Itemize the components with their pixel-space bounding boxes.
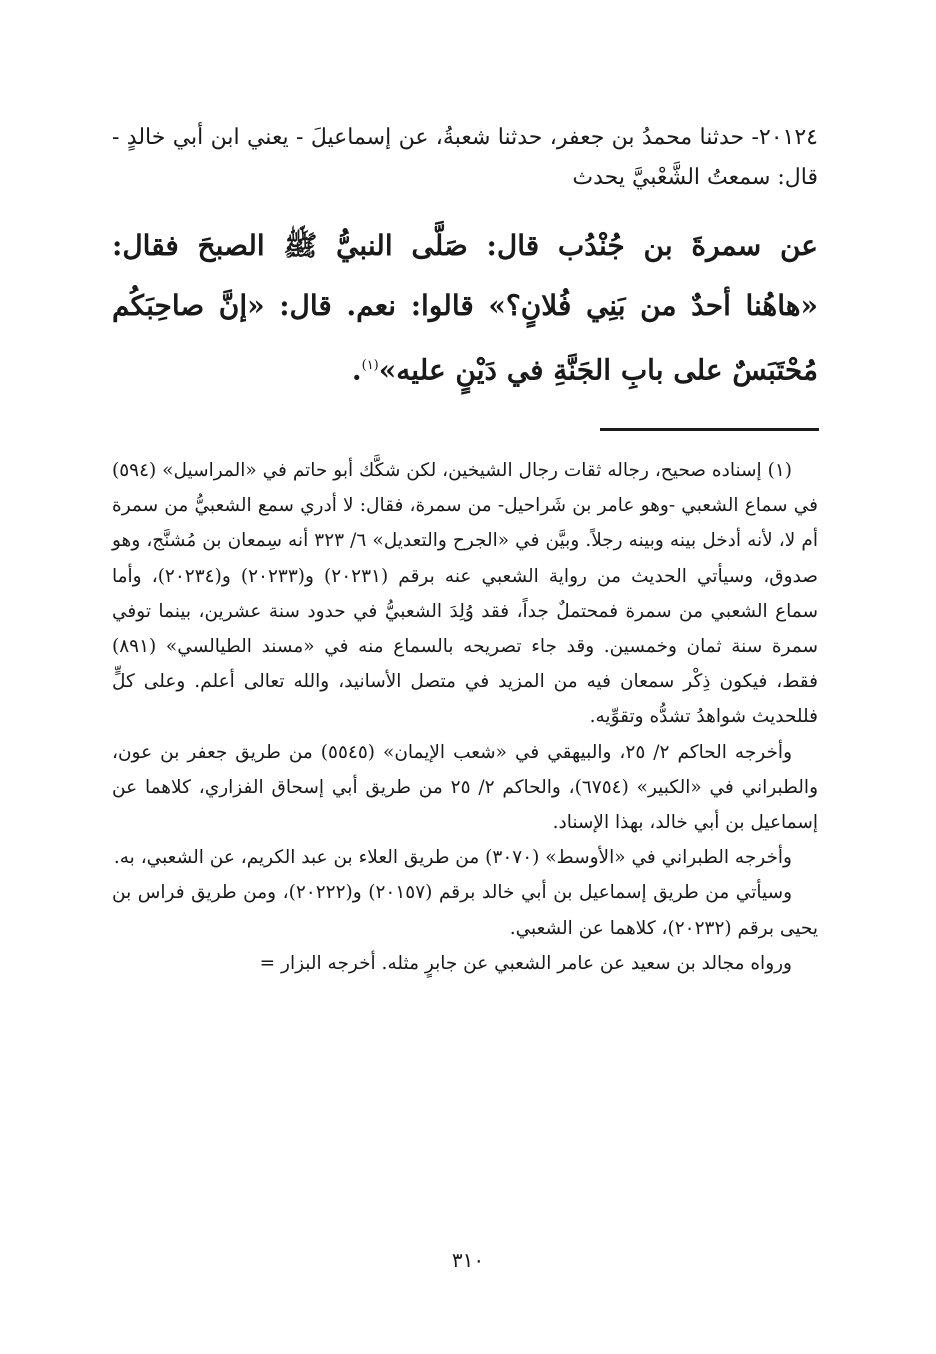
hadith-end-mark: . [351, 353, 362, 387]
hadith-matn [112, 216, 818, 400]
footnote-paragraph: وأخرجه الحاكم ٢/ ٢٥، والبيهقي في «شعب الإيمان» (٥٥٤٥) من طريق جعفر بن عون، والطبراني في «الكبير» (٦٧٥٤)، والحاكم ٢/ ٢٥ من طريق أبي إسحاق الفزاري، كلاهما عن إسماعيل بن أبي خالد، بهذا الإسناد. [112, 741, 819, 834]
hadith-isnad: ٢٠١٢٤- حدثنا محمدُ بن جعفر، حدثنا شعبةُ، عن إسماعيلَ - يعني ابن أبي خالدٍ - قال: سمعتُ الشَّعْبيَّ يحدث [112, 125, 818, 190]
footnote-paragraph: وأخرجه الطبراني في «الأوسط» (٣٠٧٠) من طريق العلاء بن عبد الكريم، عن الشعبي، به. [113, 847, 792, 869]
hadith-matn-text: عن سمرةَ بن جُنْدُب قال: صَلَّى النبيُّ ﷺ الصبحَ فقال: «هاهُنا أحدٌ من بَنِي فُلانٍ؟» قالوا: نعم. قال: «إنَّ صاحِبَكُم مُحْتَبَسٌ على بابِ الجَنَّةِ في دَيْنٍ عليه» [112, 229, 818, 387]
footnote-paragraph: (١) إسناده صحيح، رجاله ثقات رجال الشيخين، لكن شكَّك أبو حاتم في «المراسيل» (٥٩٤) في سماع الشعبي -وهو عامر بن شَراحيل- من سمرة، فقال: لا أدري سمع الشعبيُّ من سمرة أم لا، لأنه أدخل بينه وبينه رجلاً. وبيَّن في «الجرح والتعديل» ٦/ ٣٢٣ أنه سِمعان بن مُشنَّج، وهو صدوق، وسيأتي الحديث من رواية الشعبي عنه برقم (٢٠٢٣١) و(٢٠٢٣٣) و(٢٠٢٣٤)، وأما سماع الشعبي من سمرة فمحتملٌ جداً، فقد وُلِدَ الشعبيُّ في حدود سنة عشرين، بينما توفي سمرة سنة ثمان وخمسين. وقد جاء تصريحه بالسماع منه في «مسند الطيالسي» (٨٩١) فقط، فيكون ذِكْر سمعان فيه من المزيد في متصل الأسانيد، والله تعالى أعلم. وعلى كلٍّ فللحديث شواهدُ تشدُّه وتقوِّيه. [112, 460, 819, 728]
footnote-reference: (١) [361, 358, 379, 373]
page-number: ٣١٠ [451, 1248, 485, 1272]
footnote-paragraph: وسيأتي من طريق إسماعيل بن أبي خالد برقم (٢٠١٥٧) و(٢٠٢٢٢)، ومن طريق فراس بن يحيى برقم (٢٠٢٣٢)، كلاهما عن الشعبي. [112, 882, 818, 939]
footnote-paragraph: ورواه مجالد بن سعيد عن عامر الشعبي عن جابرٍ مثله. أخرجه البزار = [259, 952, 792, 974]
footnotes-block [112, 453, 818, 981]
footnote-separator [600, 428, 819, 431]
